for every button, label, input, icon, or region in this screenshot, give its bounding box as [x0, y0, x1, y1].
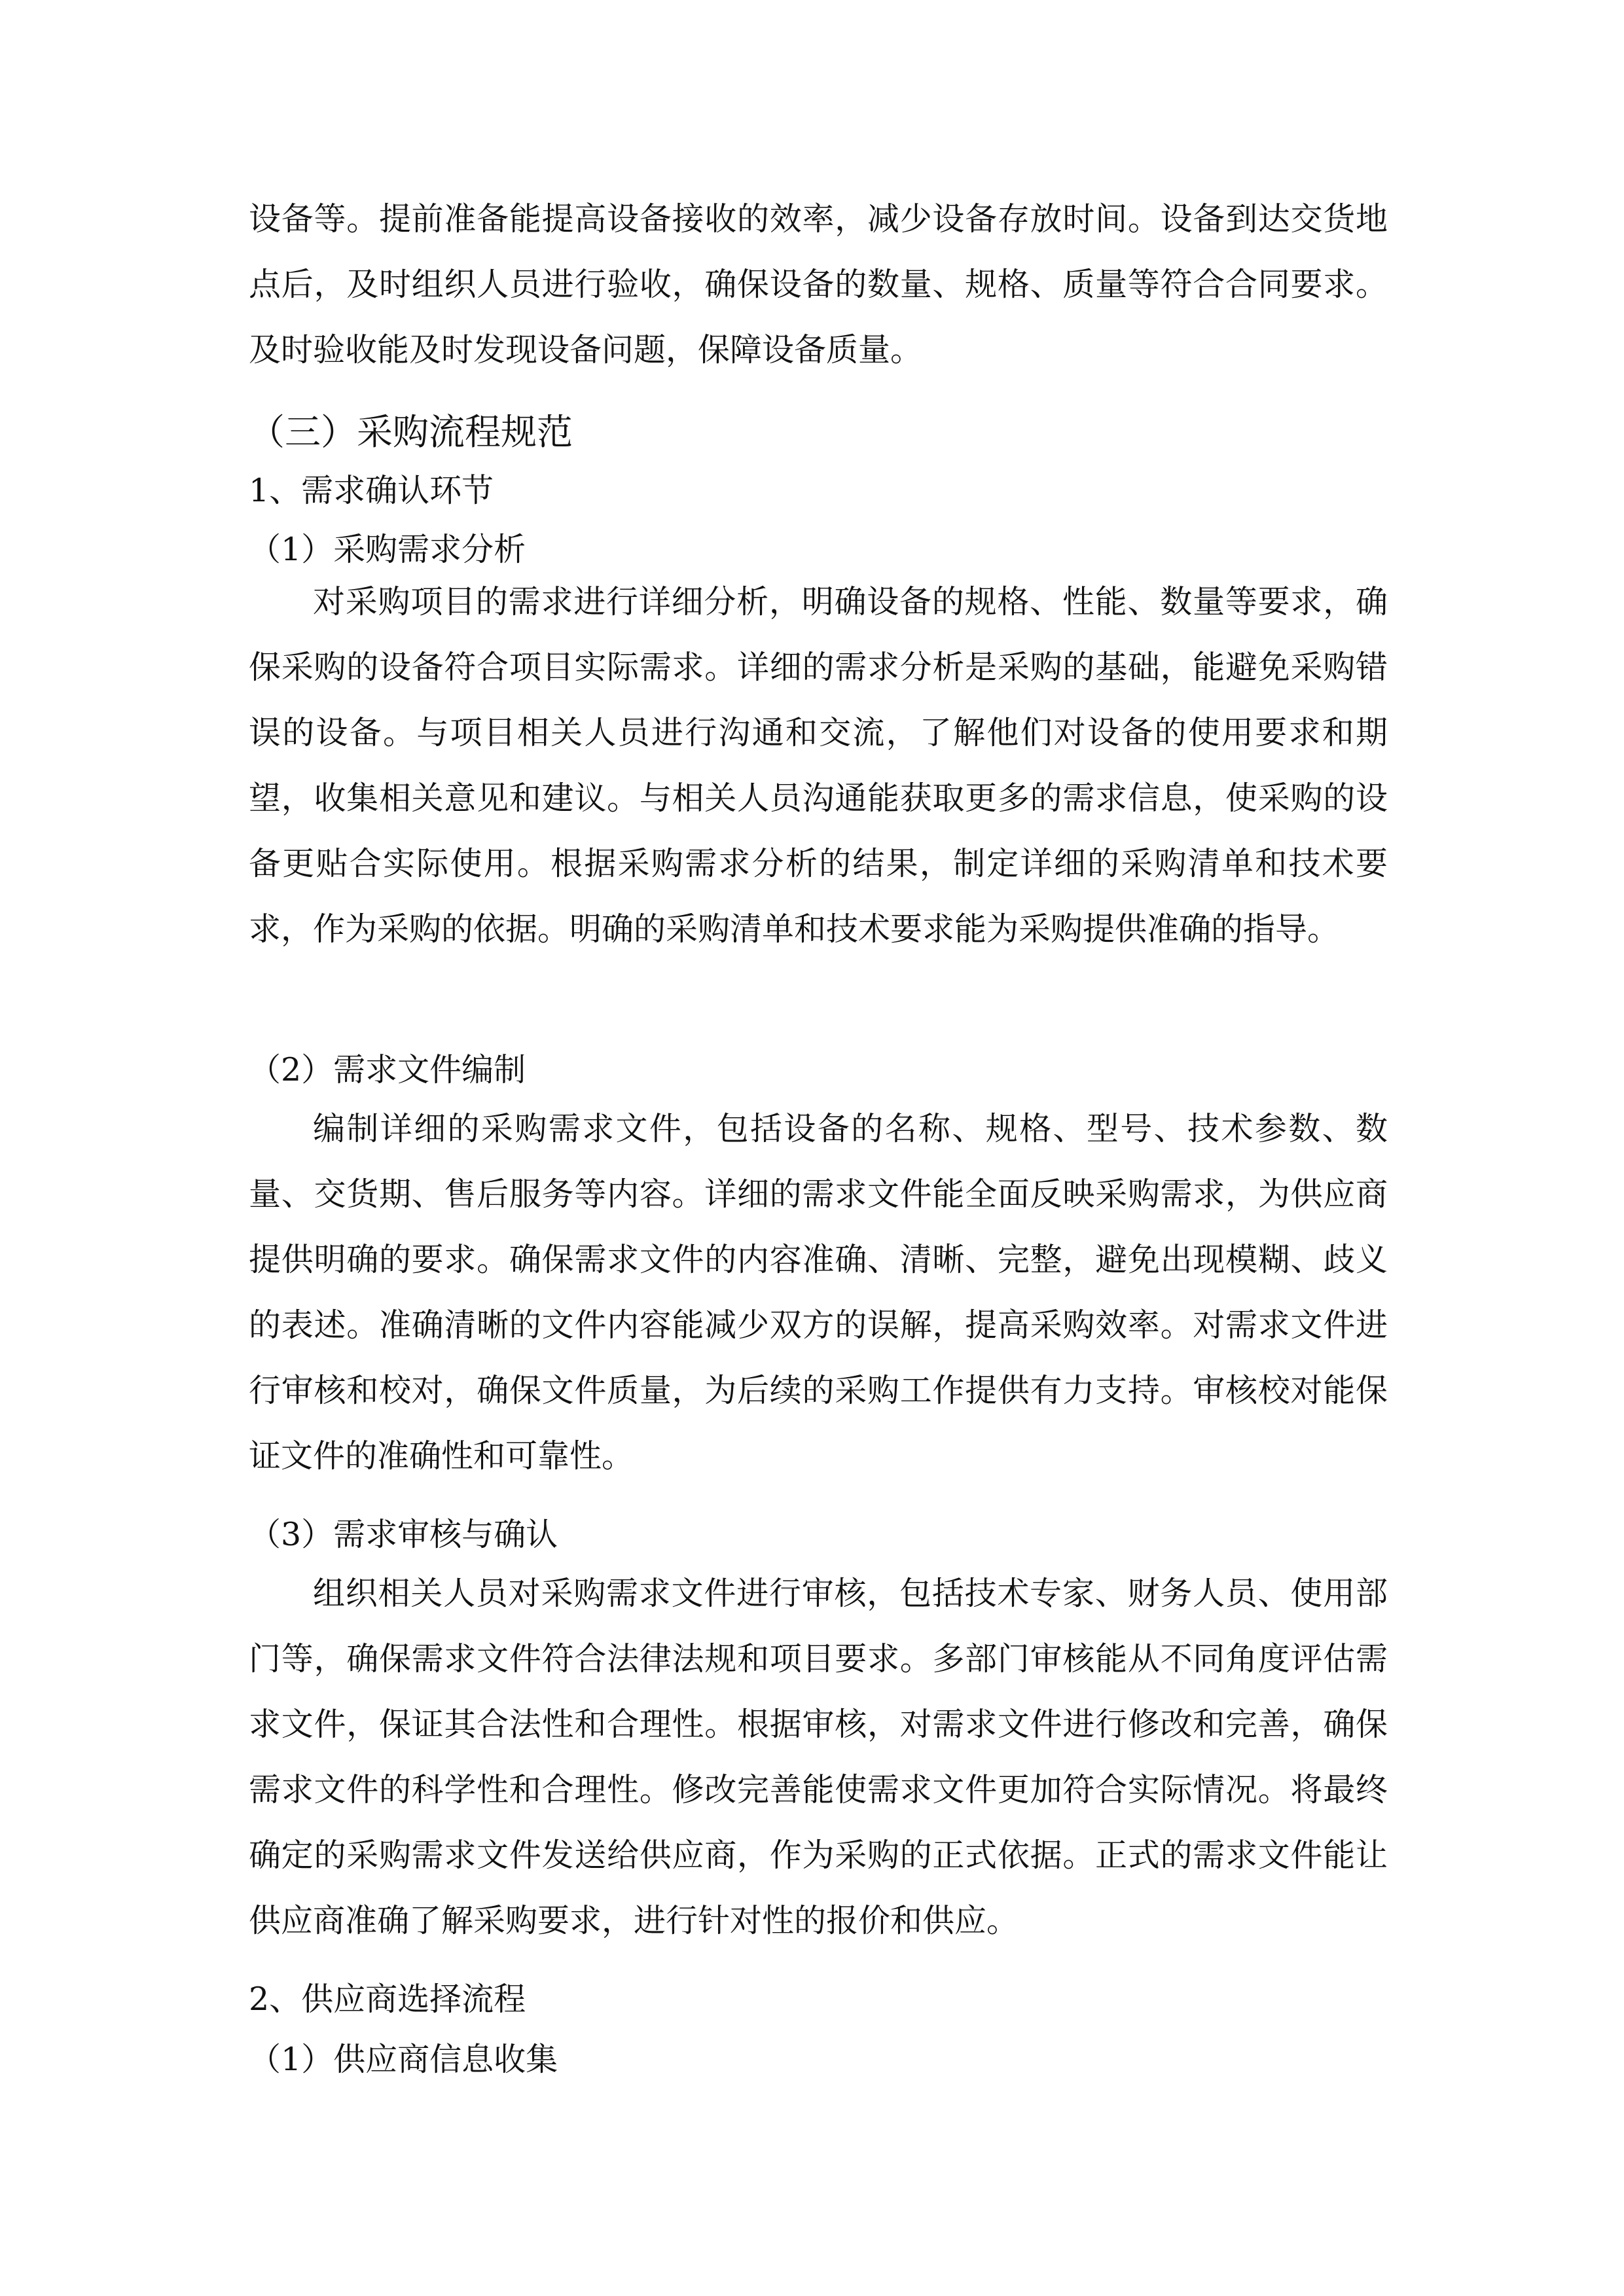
paragraph-demand-review: 组织相关人员对采购需求文件进行审核，包括技术专家、财务人员、使用部门等，确保需求文件符合法律法规和项目要求。多部门审核能从不同角度评估需求文件，保证其合法性和合理性。根据审核，对需求文件进行修改和完善，确保需求文件的科学性和合理性。修改完善能使需求文件更加符合实际情况。将最终确定的采购需求文件发送给供应商，作为采购的正式依据。正式的需求文件能让供应商准确了解采购要求，进行针对性的报价和供应。 — [249, 1575, 1388, 1939]
section-heading-procurement-process: （三）采购流程规范 — [249, 411, 573, 453]
subheading-supplier-info-collection: （1）供应商信息收集 — [249, 2041, 558, 2078]
subheading-demand-review: （3）需求审核与确认 — [249, 1516, 558, 1553]
subheading-demand-analysis: （1）采购需求分析 — [249, 531, 526, 568]
item-heading-demand-confirmation: 1、需求确认环节 — [249, 472, 494, 509]
intro-paragraph: 设备等。提前准备能提高设备接收的效率，减少设备存放时间。设备到达交货地点后，及时组织人员进行验收，确保设备的数量、规格、质量等符合合同要求。及时验收能及时发现设备问题，保障设备质量。 — [249, 200, 1388, 368]
subheading-demand-document: （2）需求文件编制 — [249, 1051, 526, 1088]
paragraph-demand-document: 编制详细的采购需求文件，包括设备的名称、规格、型号、技术参数、数量、交货期、售后服务等内容。详细的需求文件能全面反映采购需求，为供应商提供明确的要求。确保需求文件的内容准确、清晰、完整，避免出现模糊、歧义的表述。准确清晰的文件内容能减少双方的误解，提高采购效率。对需求文件进行审核和校对，确保文件质量，为后续的采购工作提供有力支持。审核校对能保证文件的准确性和可靠性。 — [249, 1110, 1388, 1475]
paragraph-demand-analysis: 对采购项目的需求进行详细分析，明确设备的规格、性能、数量等要求，确保采购的设备符合项目实际需求。详细的需求分析是采购的基础，能避免采购错误的设备。与项目相关人员进行沟通和交流，了解他们对设备的使用要求和期望，收集相关意见和建议。与相关人员沟通能获取更多的需求信息，使采购的设备更贴合实际使用。根据采购需求分析的结果，制定详细的采购清单和技术要求，作为采购的依据。明确的采购清单和技术要求能为采购提供准确的指导。 — [249, 583, 1388, 948]
item-heading-supplier-selection: 2、供应商选择流程 — [249, 1981, 526, 2018]
